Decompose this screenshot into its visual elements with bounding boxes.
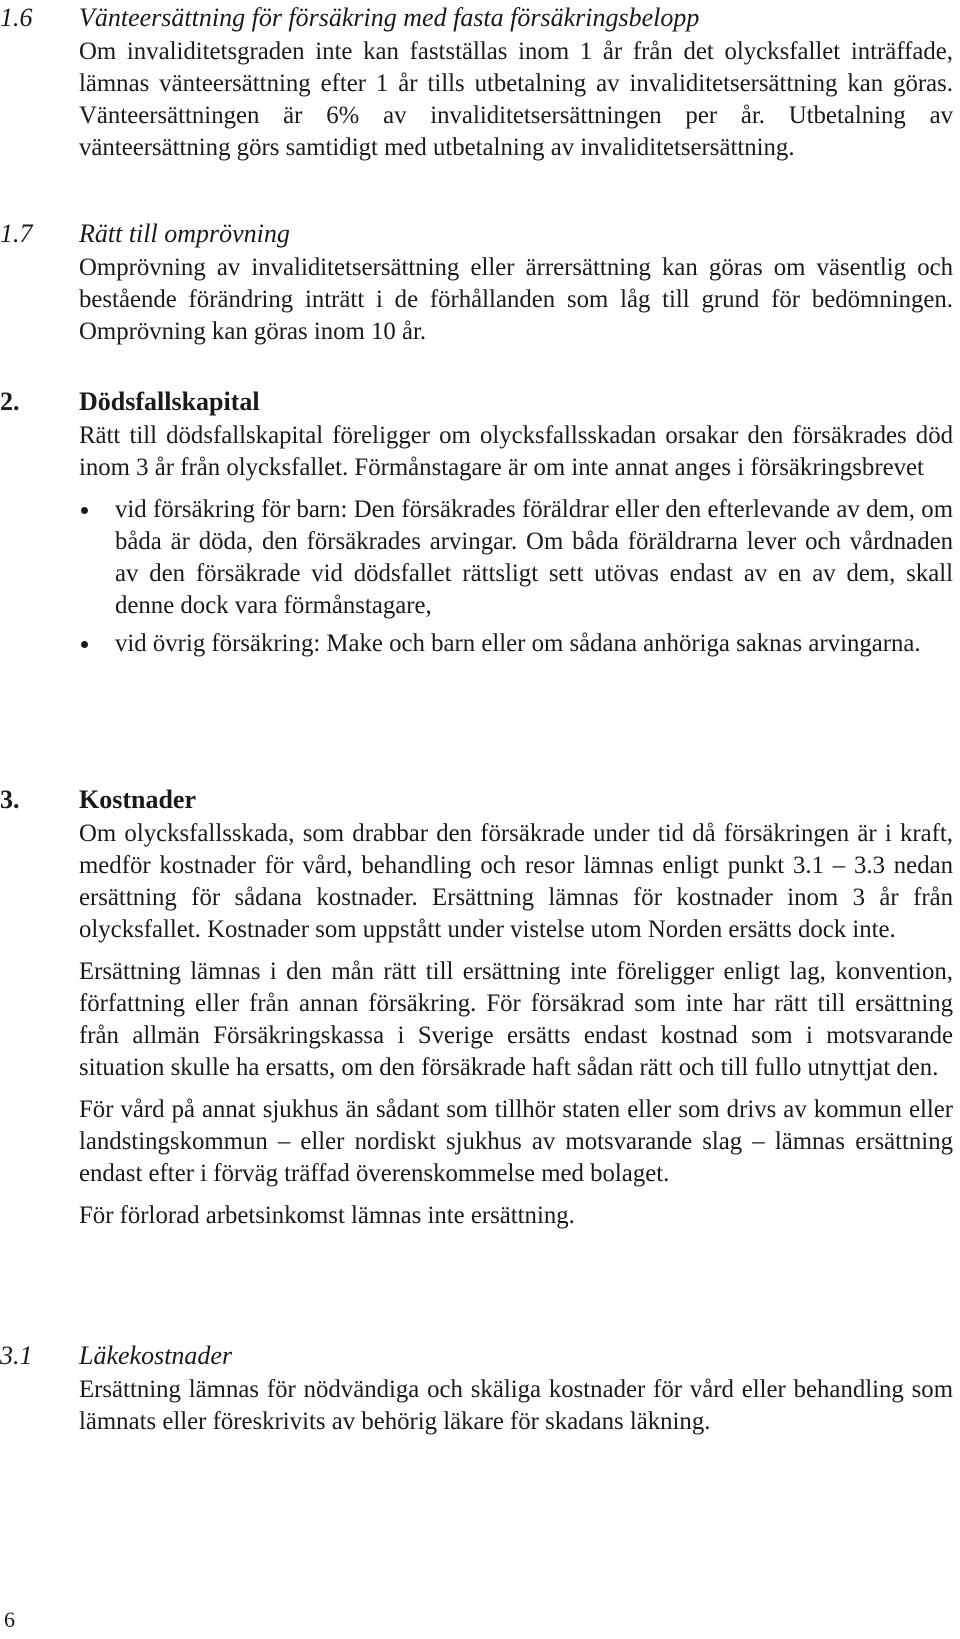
section-title: Läkekostnader [79, 1341, 233, 1370]
list-item-text: vid försäkring för barn: Den försäkrades föräldrar eller den efterlevande av dem, om båda är döda, den försäkrades arvingar. Om båda föräldrarna lever och vårdnaden av den försäkrade vid dödsfallet rättsligt sett utövas endast av en av dem, skall denne dock vara förmånstagare, [115, 496, 953, 619]
section-title: Vänteersättning för försäkring med fasta försäkringsbelopp [79, 3, 700, 32]
section-paragraph: Omprövning av invaliditetsersättning eller ärrersättning kan göras om väsentlig och bestående förändring inträtt i de förhållanden som låg till grund för bedömningen. Omprövning kan göras inom 10 år. [79, 254, 953, 345]
section-paragraph: Ersättning lämnas i den mån rätt till ersättning inte föreligger enligt lag, konvention, författning eller från annan försäkring. För försäkrad som inte har rätt till ersättning från allmän Försäkringskassa i Sverige ersätts endast kostnad som i motsvarande situation skulle ha ersatts, om den försäkrade haft sådan rätt och till fullo utnyttjat den. [79, 958, 953, 1081]
list-item-text: vid övrig försäkring: Make och barn eller om sådana anhöriga saknas arvingarna. [115, 630, 921, 657]
section-heading [0, 1338, 960, 1374]
section-number: 3.1 [0, 1341, 33, 1370]
section-1-6 [0, 0, 960, 164]
page-number: 6 [4, 1607, 15, 1632]
section-number: 3. [0, 785, 20, 814]
section-number: 2. [0, 387, 20, 416]
list-item [79, 628, 953, 660]
bullet-list [79, 494, 953, 660]
section-number: 1.6 [0, 3, 33, 32]
section-paragraph: Om olycksfallsskada, som drabbar den försäkrade under tid då försäkringen är i kraft, medför kostnader för vård, behandling och resor lämnas enligt punkt 3.1 – 3.3 nedan ersättning för sådana kostnader. Ersättning lämnas för kostnader inom 3 år från olycksfallet. Kostnader som uppstått under vistelse utom Norden ersätts dock inte. [79, 820, 953, 943]
bullet-icon [81, 507, 88, 514]
section-1-7 [0, 216, 960, 348]
section-heading [0, 782, 960, 818]
section-heading [0, 384, 960, 420]
section-number: 1.7 [0, 219, 33, 248]
section-title: Dödsfallskapital [79, 387, 260, 416]
section-paragraph: Ersättning lämnas för nödvändiga och skäliga kostnader för vård eller behandling som lämnats eller föreskrivits av behörig läkare för skadans läkning. [79, 1376, 953, 1435]
section-paragraph: För förlorad arbetsinkomst lämnas inte ersättning. [79, 1202, 575, 1229]
section-3-1 [0, 1338, 960, 1438]
section-heading [0, 216, 960, 252]
section-3 [0, 782, 960, 1232]
section-2 [0, 384, 960, 660]
section-paragraph: Om invaliditetsgraden inte kan fastställas inom 1 år från det olycksfallet inträffade, lämnas vänteersättning efter 1 år tills utbetalning av invaliditetsersättning kan göras. Vänteersättningen är 6% av invaliditetsersättningen per år. Utbetalning av vänteersättning görs samtidigt med utbetalning av invaliditetsersättning. [79, 38, 953, 161]
section-paragraph: Rätt till dödsfallskapital föreligger om olycksfallsskadan orsakar den försäkrades död inom 3 år från olycksfallet. Förmånstagare är om inte annat anges i försäkringsbrevet [79, 422, 953, 481]
section-heading [0, 0, 960, 36]
section-title: Kostnader [79, 785, 196, 814]
section-paragraph: För vård på annat sjukhus än sådant som tillhör staten eller som drivs av kommun eller landstingskommun – eller nordiskt sjukhus av motsvarande slag – lämnas ersättning endast efter i förväg träffad överenskommelse med bolaget. [79, 1096, 953, 1187]
bullet-icon [81, 641, 88, 648]
list-item [79, 494, 953, 622]
section-title: Rätt till omprövning [79, 219, 290, 248]
